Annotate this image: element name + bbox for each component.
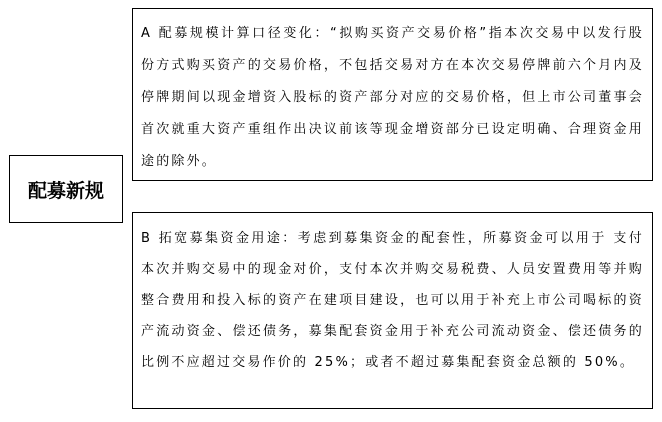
rule-a-text: A 配募规模计算口径变化：“拟购买资产交易价格”指本次交易中以发行股份方式购买资产的交易价格，不包括交易对方在本次交易停牌前六个月内及停牌期间以现金增资入股标的资产部分对应的交易价格，但上市公司董事会首次就重大资产重组作出决议前该等现金增资部分已设定明确、合理资金用途的除外。: [141, 26, 644, 169]
label-text: 配募新规: [27, 179, 104, 202]
rule-b-text: B 拓宽募集资金用途：考虑到募集资金的配套性，所募资金可以用于 支付本次并购交易中的现金对价，支付本次并购交易税费、人员安置费用等并购整合费用和投入标的资产在建项目建设，也可以用于补充上市公司喝标的资产流动资金、偿还债务，募集配套资金用于补充公司流动资金、偿还债务的比例不应超过交易作价的 25%；或者不超过募集配套资金总额的 50%。: [141, 231, 644, 370]
label-box: [9, 155, 123, 223]
rule-b-box: [132, 212, 653, 409]
rule-a-box: [132, 8, 653, 181]
